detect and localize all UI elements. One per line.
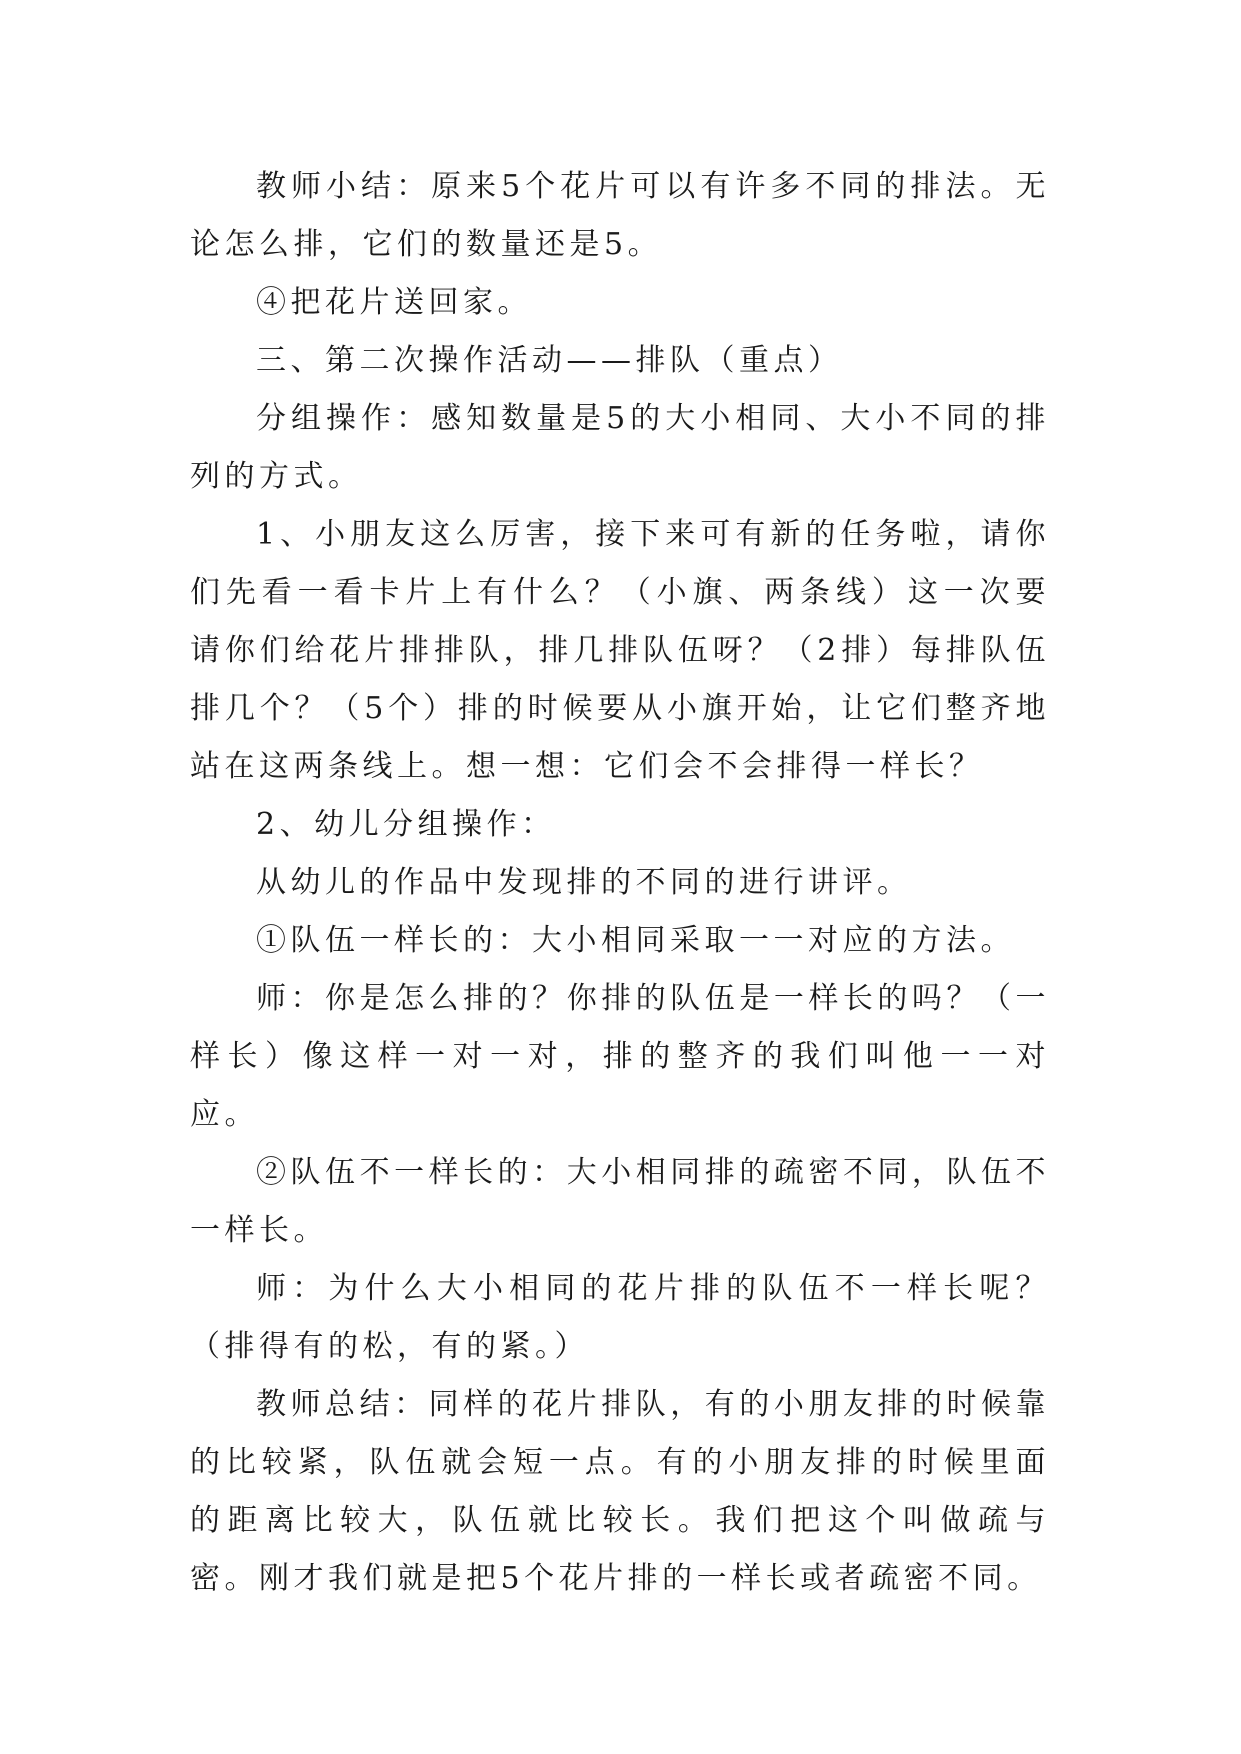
section-heading-3: 三、第二次操作活动——排队（重点） xyxy=(256,343,843,378)
paragraph-review: 从幼儿的作品中发现排的不同的进行讲评。 xyxy=(256,865,912,900)
paragraph-group-operation: 分组操作：感知数量是5的大小相同、大小不同的排列的方式。 xyxy=(190,401,1050,494)
paragraph-different-length: ②队伍不一样长的：大小相同排的疏密不同，队伍不一样长。 xyxy=(190,1155,1050,1248)
paragraph-teacher-question-2: 师：为什么大小相同的花片排的队伍不一样长呢？（排得有的松，有的紧。） xyxy=(190,1271,1050,1364)
paragraph-teacher-summary-2: 教师总结：同样的花片排队，有的小朋友排的时候靠的比较紧，队伍就会短一点。有的小朋友排的时候里面的距离比较大，队伍就比较长。我们把这个叫做疏与密。刚才我们就是把5个花片排的一样长或者疏密不同。 xyxy=(190,1387,1050,1596)
document-body xyxy=(190,158,1050,1608)
paragraph-same-length: ①队伍一样长的：大小相同采取一一对应的方法。 xyxy=(256,923,1015,958)
paragraph-teacher-summary-1: 教师小结：原来5个花片可以有许多不同的排法。无论怎么排，它们的数量还是5。 xyxy=(190,169,1050,262)
paragraph-step-4: ④把花片送回家。 xyxy=(256,285,532,320)
paragraph-item-2: 2、幼儿分组操作： xyxy=(256,807,556,842)
paragraph-teacher-question-1: 师：你是怎么排的？你排的队伍是一样长的吗？（一样长）像这样一对一对，排的整齐的我们叫他一一对应。 xyxy=(190,981,1050,1132)
paragraph-item-1: 1、小朋友这么厉害，接下来可有新的任务啦，请你们先看一看卡片上有什么？（小旗、两条线）这一次要请你们给花片排排队，排几排队伍呀？（2排）每排队伍排几个？（5个）排的时候要从小旗开始，让它们整齐地站在这两条线上。想一想：它们会不会排得一样长？ xyxy=(190,517,1050,784)
